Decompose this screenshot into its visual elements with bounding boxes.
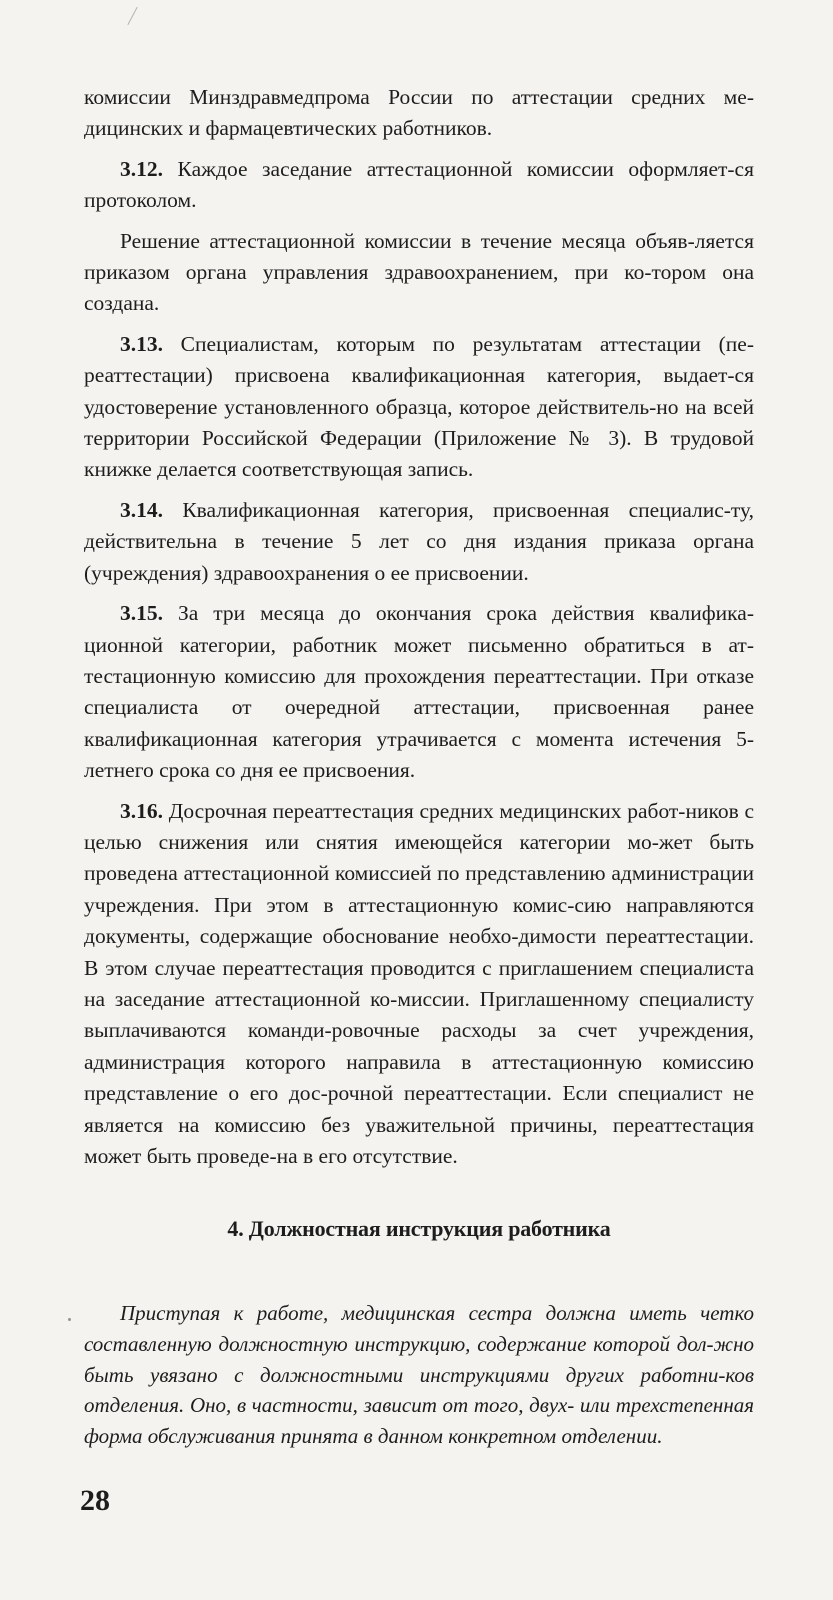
paragraph-3-16 <box>84 796 754 1173</box>
paragraph-3-13 <box>84 329 754 486</box>
scan-mark <box>127 7 137 25</box>
section-title: 4. Должностная инструкция работника <box>227 1216 611 1242</box>
item-number: 3.13. <box>120 331 163 356</box>
paragraph-text: За три месяца до окончания срока действия квалифика-ционной категории, работник может письменно обратиться в ат-тестационную комиссию для прохождения переаттестации. При отказе специалиста от очередной аттестации, присвоенная ранее квалификационная категория утрачивается с момента истечения 5-летнего срока со дня ее присвоения. <box>84 601 754 783</box>
document-page <box>84 82 754 1472</box>
paragraph-text: Досрочная переаттестация средних медицинских работ-ников с целью снижения или снятия имеющейся категории мо-жет быть проведена аттестационной комиссией по представлению администрации учреждения. При этом в аттестационную комис-сию направляются документы, содержащие обоснование необхо-димости переаттестации. В этом случае переаттестация проводится с приглашением специалиста на заседание аттестационной ко-миссии. Приглашенному специалисту выплачиваются команди-ровочные расходы за счет учреждения, администрация которого направила в аттестационную комиссию представление о его дос-рочной переаттестации. Если специалист не является на комиссию без уважительной причины, переаттестация может быть проведе-на в его отсутствие. <box>84 798 754 1168</box>
paragraph-continuation: комиссии Минздравмедпрома России по аттестации средних ме-дицинских и фармацевтических работников. <box>84 85 754 141</box>
paragraph-text: Специалистам, которым по результатам аттестации (пе-реаттестации) присвоена квалификационная категория, выдает-ся удостоверение установленного образца, которое действитель-но на всей территории Российской Федерации (Приложение № 3). В трудовой книжке делается соответствующая запись. <box>84 331 754 482</box>
paragraph-3-14 <box>84 495 754 589</box>
item-number: 3.12. <box>120 156 163 181</box>
paragraph-3-15 <box>84 598 754 786</box>
paragraph-text: Квалификационная категория, присвоенная специалис-ту, действительна в течение 5 лет со дня издания приказа органа (учреждения) здравоохранения о ее присвоении. <box>84 497 754 585</box>
scan-speck <box>68 1318 71 1321</box>
paragraph-text: Каждое заседание аттестационной комиссии оформляет-ся протоколом. <box>84 156 754 213</box>
item-number: 3.16. <box>120 798 163 823</box>
paragraph-3-12 <box>84 154 754 217</box>
paragraph-decision: Решение аттестационной комиссии в течение месяца объяв-ляется приказом органа управления здравоохранением, при ко-тором она создана. <box>84 228 754 316</box>
section-intro: Приступая к работе, медицинская сестра должна иметь четко составленную должностную инструкцию, содержание которой дол-жно быть увязано с должностными инструкциями других работни-ков отделения. Оно, в частности, зависит от того, двух- или трехстепенная форма обслуживания принята в данном конкретном отделении. <box>84 1301 754 1448</box>
page-number: 28 <box>80 1484 110 1517</box>
item-number: 3.14. <box>120 497 163 522</box>
item-number: 3.15. <box>120 601 163 626</box>
